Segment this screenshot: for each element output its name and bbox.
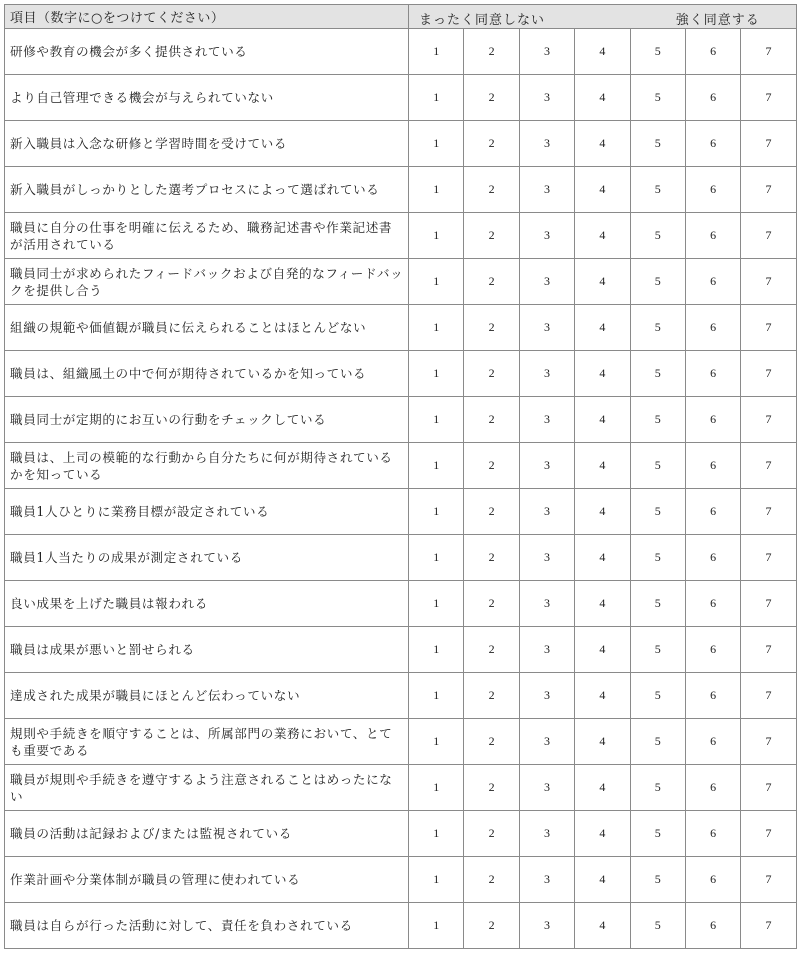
- scale-option-1[interactable]: 1: [409, 213, 464, 259]
- item-rows: [5, 29, 797, 949]
- scale-option-7[interactable]: 7: [741, 903, 796, 949]
- scale-option-5[interactable]: 5: [630, 765, 685, 811]
- scale-option-1[interactable]: 1: [409, 903, 464, 949]
- scale-option-2[interactable]: 2: [464, 397, 519, 443]
- table-row: [5, 581, 797, 627]
- scale-option-4[interactable]: 4: [575, 765, 630, 811]
- scale-option-4[interactable]: 4: [575, 719, 630, 765]
- scale-option-2[interactable]: 2: [464, 673, 519, 719]
- scale-option-3[interactable]: 3: [519, 673, 574, 719]
- scale-option-3[interactable]: 3: [519, 811, 574, 857]
- item-statement: 職員同士が定期的にお互いの行動をチェックしている: [5, 397, 409, 443]
- scale-option-2[interactable]: 2: [464, 305, 519, 351]
- table-row: [5, 535, 797, 581]
- scale-option-6[interactable]: 6: [685, 397, 740, 443]
- scale-option-4[interactable]: 4: [575, 121, 630, 167]
- scale-option-5[interactable]: 5: [630, 29, 685, 75]
- scale-option-5[interactable]: 5: [630, 397, 685, 443]
- scale-option-4[interactable]: 4: [575, 75, 630, 121]
- item-statement: より自己管理できる機会が与えられていない: [5, 75, 409, 121]
- scale-option-2[interactable]: 2: [464, 765, 519, 811]
- scale-option-6[interactable]: 6: [685, 305, 740, 351]
- scale-option-2[interactable]: 2: [464, 121, 519, 167]
- scale-option-7[interactable]: 7: [741, 443, 796, 489]
- item-statement: 職員に自分の仕事を明確に伝えるため、職務記述書や作業記述書が活用されている: [5, 213, 409, 259]
- scale-option-2[interactable]: 2: [464, 857, 519, 903]
- scale-option-2[interactable]: 2: [464, 903, 519, 949]
- scale-option-7[interactable]: 7: [741, 167, 796, 213]
- scale-option-6[interactable]: 6: [685, 765, 740, 811]
- item-statement: 職員は自らが行った活動に対して、責任を負わされている: [5, 903, 409, 949]
- item-statement: 規則や手続きを順守することは、所属部門の業務において、とても重要である: [5, 719, 409, 765]
- scale-option-4[interactable]: 4: [575, 443, 630, 489]
- scale-option-6[interactable]: 6: [685, 535, 740, 581]
- table-row: [5, 167, 797, 213]
- item-statement: 職員の活動は記録および/または監視されている: [5, 811, 409, 857]
- item-statement: 職員同士が求められたフィードバックおよび自発的なフィードバックを提供し合う: [5, 259, 409, 305]
- scale-option-6[interactable]: 6: [685, 121, 740, 167]
- scale-option-7[interactable]: 7: [741, 75, 796, 121]
- scale-option-2[interactable]: 2: [464, 489, 519, 535]
- scale-option-7[interactable]: 7: [741, 121, 796, 167]
- scale-option-3[interactable]: 3: [519, 581, 574, 627]
- scale-option-1[interactable]: 1: [409, 397, 464, 443]
- scale-option-2[interactable]: 2: [464, 29, 519, 75]
- scale-option-6[interactable]: 6: [685, 259, 740, 305]
- scale-option-1[interactable]: 1: [409, 75, 464, 121]
- scale-option-6[interactable]: 6: [685, 213, 740, 259]
- scale-option-5[interactable]: 5: [630, 903, 685, 949]
- scale-option-3[interactable]: 3: [519, 213, 574, 259]
- scale-option-2[interactable]: 2: [464, 581, 519, 627]
- scale-option-7[interactable]: 7: [741, 857, 796, 903]
- scale-option-5[interactable]: 5: [630, 627, 685, 673]
- scale-option-2[interactable]: 2: [464, 167, 519, 213]
- scale-option-4[interactable]: 4: [575, 305, 630, 351]
- scale-option-6[interactable]: 6: [685, 75, 740, 121]
- scale-option-2[interactable]: 2: [464, 259, 519, 305]
- scale-option-1[interactable]: 1: [409, 29, 464, 75]
- table-row: [5, 259, 797, 305]
- scale-option-2[interactable]: 2: [464, 75, 519, 121]
- questionnaire-sheet: [4, 4, 796, 949]
- item-statement: 職員が規則や手続きを遵守するよう注意されることはめったにない: [5, 765, 409, 811]
- scale-option-3[interactable]: 3: [519, 535, 574, 581]
- scale-option-3[interactable]: 3: [519, 627, 574, 673]
- table-row: [5, 489, 797, 535]
- scale-option-4[interactable]: 4: [575, 581, 630, 627]
- scale-option-6[interactable]: 6: [685, 673, 740, 719]
- scale-option-7[interactable]: 7: [741, 765, 796, 811]
- scale-option-1[interactable]: 1: [409, 121, 464, 167]
- scale-option-3[interactable]: 3: [519, 29, 574, 75]
- scale-option-5[interactable]: 5: [630, 811, 685, 857]
- scale-option-2[interactable]: 2: [464, 627, 519, 673]
- scale-option-7[interactable]: 7: [741, 351, 796, 397]
- scale-option-4[interactable]: 4: [575, 857, 630, 903]
- scale-option-7[interactable]: 7: [741, 489, 796, 535]
- scale-option-4[interactable]: 4: [575, 489, 630, 535]
- scale-option-4[interactable]: 4: [575, 397, 630, 443]
- scale-option-1[interactable]: 1: [409, 259, 464, 305]
- scale-option-6[interactable]: 6: [685, 627, 740, 673]
- scale-option-4[interactable]: 4: [575, 351, 630, 397]
- scale-option-5[interactable]: 5: [630, 535, 685, 581]
- item-statement: 職員は、上司の模範的な行動から自分たちに何が期待されているかを知っている: [5, 443, 409, 489]
- scale-option-1[interactable]: 1: [409, 719, 464, 765]
- table-row: [5, 765, 797, 811]
- scale-option-6[interactable]: 6: [685, 351, 740, 397]
- scale-option-1[interactable]: 1: [409, 443, 464, 489]
- scale-option-7[interactable]: 7: [741, 811, 796, 857]
- scale-option-3[interactable]: 3: [519, 857, 574, 903]
- scale-option-6[interactable]: 6: [685, 903, 740, 949]
- scale-option-5[interactable]: 5: [630, 443, 685, 489]
- scale-option-6[interactable]: 6: [685, 857, 740, 903]
- item-statement: 組織の規範や価値観が職員に伝えられることはほとんどない: [5, 305, 409, 351]
- table-row: [5, 213, 797, 259]
- scale-option-7[interactable]: 7: [741, 259, 796, 305]
- scale-option-1[interactable]: 1: [409, 581, 464, 627]
- scale-option-4[interactable]: 4: [575, 259, 630, 305]
- scale-option-3[interactable]: 3: [519, 443, 574, 489]
- scale-option-5[interactable]: 5: [630, 75, 685, 121]
- scale-header: [409, 5, 797, 29]
- scale-option-1[interactable]: 1: [409, 535, 464, 581]
- scale-option-1[interactable]: 1: [409, 305, 464, 351]
- scale-option-3[interactable]: 3: [519, 167, 574, 213]
- scale-option-7[interactable]: 7: [741, 581, 796, 627]
- table-row: [5, 75, 797, 121]
- scale-option-4[interactable]: 4: [575, 213, 630, 259]
- scale-option-6[interactable]: 6: [685, 811, 740, 857]
- scale-option-3[interactable]: 3: [519, 259, 574, 305]
- scale-option-3[interactable]: 3: [519, 903, 574, 949]
- scale-option-2[interactable]: 2: [464, 719, 519, 765]
- scale-option-3[interactable]: 3: [519, 719, 574, 765]
- scale-option-5[interactable]: 5: [630, 857, 685, 903]
- scale-option-2[interactable]: 2: [464, 213, 519, 259]
- scale-option-5[interactable]: 5: [630, 259, 685, 305]
- scale-option-6[interactable]: 6: [685, 29, 740, 75]
- scale-option-5[interactable]: 5: [630, 351, 685, 397]
- item-statement: 作業計画や分業体制が職員の管理に使われている: [5, 857, 409, 903]
- scale-option-6[interactable]: 6: [685, 489, 740, 535]
- scale-option-4[interactable]: 4: [575, 167, 630, 213]
- scale-option-3[interactable]: 3: [519, 305, 574, 351]
- scale-option-2[interactable]: 2: [464, 443, 519, 489]
- scale-option-1[interactable]: 1: [409, 811, 464, 857]
- scale-option-3[interactable]: 3: [519, 397, 574, 443]
- scale-option-6[interactable]: 6: [685, 719, 740, 765]
- scale-option-4[interactable]: 4: [575, 903, 630, 949]
- scale-option-5[interactable]: 5: [630, 489, 685, 535]
- table-row: [5, 443, 797, 489]
- scale-option-5[interactable]: 5: [630, 167, 685, 213]
- scale-option-7[interactable]: 7: [741, 29, 796, 75]
- item-statement: 良い成果を上げた職員は報われる: [5, 581, 409, 627]
- item-statement: 職員は成果が悪いと罰せられる: [5, 627, 409, 673]
- scale-option-3[interactable]: 3: [519, 489, 574, 535]
- scale-option-7[interactable]: 7: [741, 397, 796, 443]
- scale-option-7[interactable]: 7: [741, 213, 796, 259]
- scale-option-3[interactable]: 3: [519, 351, 574, 397]
- table-row: [5, 857, 797, 903]
- scale-option-2[interactable]: 2: [464, 535, 519, 581]
- scale-low-label: まったく同意しない: [419, 13, 546, 28]
- scale-option-2[interactable]: 2: [464, 351, 519, 397]
- scale-option-2[interactable]: 2: [464, 811, 519, 857]
- scale-option-3[interactable]: 3: [519, 765, 574, 811]
- scale-option-4[interactable]: 4: [575, 811, 630, 857]
- table-row: [5, 397, 797, 443]
- table-row: [5, 811, 797, 857]
- scale-option-1[interactable]: 1: [409, 857, 464, 903]
- scale-high-label: 強く同意する: [675, 13, 760, 28]
- scale-option-7[interactable]: 7: [741, 627, 796, 673]
- scale-option-7[interactable]: 7: [741, 673, 796, 719]
- item-statement: 職員1人当たりの成果が測定されている: [5, 535, 409, 581]
- table-row: [5, 29, 797, 75]
- item-statement: 職員1人ひとりに業務目標が設定されている: [5, 489, 409, 535]
- scale-option-5[interactable]: 5: [630, 719, 685, 765]
- scale-option-1[interactable]: 1: [409, 673, 464, 719]
- item-column-header: 項目（数字に○をつけてください）: [5, 5, 409, 29]
- table-row: [5, 121, 797, 167]
- table-row: [5, 627, 797, 673]
- scale-option-7[interactable]: 7: [741, 305, 796, 351]
- scale-option-6[interactable]: 6: [685, 581, 740, 627]
- scale-option-5[interactable]: 5: [630, 121, 685, 167]
- header-row: [5, 5, 797, 29]
- scale-option-4[interactable]: 4: [575, 627, 630, 673]
- scale-option-3[interactable]: 3: [519, 75, 574, 121]
- table-row: [5, 719, 797, 765]
- scale-option-3[interactable]: 3: [519, 121, 574, 167]
- scale-option-4[interactable]: 4: [575, 673, 630, 719]
- scale-option-6[interactable]: 6: [685, 167, 740, 213]
- scale-option-4[interactable]: 4: [575, 535, 630, 581]
- scale-option-5[interactable]: 5: [630, 305, 685, 351]
- item-statement: 研修や教育の機会が多く提供されている: [5, 29, 409, 75]
- item-statement: 職員は、組織風土の中で何が期待されているかを知っている: [5, 351, 409, 397]
- table-row: [5, 305, 797, 351]
- questionnaire-table: [4, 4, 797, 949]
- table-row: [5, 903, 797, 949]
- scale-option-1[interactable]: 1: [409, 627, 464, 673]
- scale-option-5[interactable]: 5: [630, 213, 685, 259]
- scale-option-7[interactable]: 7: [741, 535, 796, 581]
- item-statement: 達成された成果が職員にほとんど伝わっていない: [5, 673, 409, 719]
- item-statement: 新入職員は入念な研修と学習時間を受けている: [5, 121, 409, 167]
- scale-option-5[interactable]: 5: [630, 673, 685, 719]
- scale-option-1[interactable]: 1: [409, 167, 464, 213]
- table-row: [5, 673, 797, 719]
- item-statement: 新入職員がしっかりとした選考プロセスによって選ばれている: [5, 167, 409, 213]
- scale-option-5[interactable]: 5: [630, 581, 685, 627]
- scale-option-4[interactable]: 4: [575, 29, 630, 75]
- scale-option-6[interactable]: 6: [685, 443, 740, 489]
- scale-option-1[interactable]: 1: [409, 351, 464, 397]
- scale-option-7[interactable]: 7: [741, 719, 796, 765]
- scale-option-1[interactable]: 1: [409, 765, 464, 811]
- scale-option-1[interactable]: 1: [409, 489, 464, 535]
- table-row: [5, 351, 797, 397]
